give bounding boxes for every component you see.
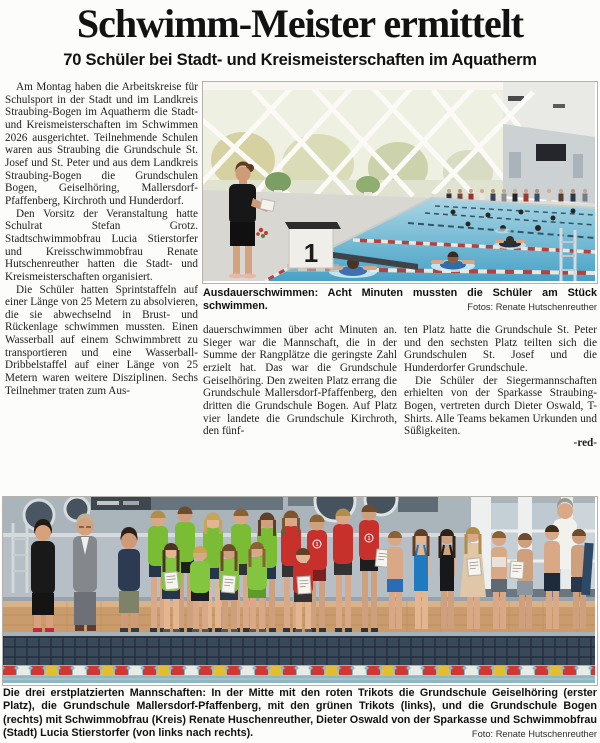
- pool-edge-tiles: [3, 636, 595, 665]
- group-photo-illustration: [3, 497, 595, 683]
- body-column-1: Am Montag haben die Arbeitskreise für Schulsport in der Stadt und im Landkreis Straubing-Bogen im Aquatherm die Stadt- und Kreismeisterschaften im Schwimmen 2026 ausgerichtet. Teilnehmende Schulen waren aus Straubing die Grundschule St. Josef und St. Peter und aus dem Landkreis Straubing-Bogen die Grundschulen Bogen, Geiselhöring, Mallersdorf-Pfaffenberg, Kirchroth und Hunderdorf. Den Vorsitz der Veranstaltung hatte Schulrat Stefan Grotz. Stadtschwimmobfrau Lucia Stierstorfer und Kreisschwimmobfrau Renate Hutschenreuther hatten die Stadt- und Kreismeisterschaften organisiert. Die Schüler hatten Sprintstaffeln auf einer Länge von 25 Metern zu absolvieren, die sie abwechselnd in Brust- und Rückenlage schwimmen mussten. Einen Wasserball auf einem Schwimmbrett zu transportieren und eine Wasserball-Dribbelstaffel auf einer Länge von 25 Metern waren weitere Disziplinen. Sechs Teilnehmer traten zum Aus-: [5, 81, 198, 397]
- group-photo-credit: Foto: Renate Hutschenreuther: [471, 729, 597, 740]
- block-number: 1: [303, 238, 319, 268]
- article-title: Schwimm-Meister ermittelt: [76, 1, 524, 46]
- scoreboard-screen: [536, 144, 566, 161]
- jersey-badge: 1: [367, 536, 371, 542]
- pool-photo-caption: Ausdauerschwimmen: Acht Minuten mussten die Schüler am Stück schwimmen.: [203, 287, 597, 313]
- certificate: [297, 576, 311, 594]
- student-swimwear: [439, 529, 456, 629]
- article-subtitle: 70 Schüler bei Stadt- und Kreismeisterschaften im Aquatherm: [63, 51, 537, 69]
- starting-block: [285, 222, 341, 272]
- certificate: [467, 558, 481, 576]
- lane-rope: [3, 666, 595, 675]
- pool-photo-credit: Fotos: Renate Hutschenreuther: [467, 302, 597, 313]
- pool-edge-lip: [3, 632, 595, 636]
- body-column-2: dauerschwimmen über acht Minuten an. Sieger war die Mannschaft, die in der Summe der Rangplätze die geringste Zahl erzielt hat. Das war die Grundschule Geiselhöring. Den zweiten Platz errang die Grundschule Mallersdorf-Pfaffenberg, den dritten die Grundschule Bogen. Auf Platz vier landete die Grundschule Kirchroth, den fünf-: [203, 324, 397, 438]
- group-photo-caption-block: [3, 687, 597, 741]
- jersey-badge: 1: [315, 542, 319, 548]
- pool-photo: [202, 81, 598, 284]
- certificate: [164, 572, 179, 590]
- body-column-3: ten Platz hatte die Grundschule St. Peter und den sechsten Platz teilten sich die Grundschulen St. Josef und die Hunderdorfer Grundschule. Die Schüler der Siegermannschaften erhielten von der Sparkasse Straubing-Bogen, vertreten durch Dieter Oswald, T-Shirts. Alle Teams bekamen Urkunden und Süßigkeiten.: [404, 324, 597, 438]
- student-swimwear: [413, 529, 430, 629]
- pool-photo-illustration: [203, 82, 595, 281]
- certificate: [222, 575, 236, 593]
- group-photo-caption: Die drei erstplatzierten Mannschaften: In der Mitte mit den roten Trikots die Grundschule Geiselhöring (erster Platz), die Grundschule Mallersdorf-Pfaffenberg, mit den grünen Trikots (links), und die Grundschule Bogen (rechts) mit Schwimmobfrau (Kreis) Renate Huschenreuther, Dieter Oswald von der Sparkasse und Schwimmobfrau (Stadt) Lucia Stierstorfer (von links nach rechts).: [3, 687, 597, 740]
- pool-photo-caption-block: [203, 287, 597, 315]
- group-photo: [2, 496, 598, 686]
- editorial-signature: -red-: [573, 437, 597, 449]
- certificate: [510, 561, 524, 579]
- clipboard: [260, 199, 275, 211]
